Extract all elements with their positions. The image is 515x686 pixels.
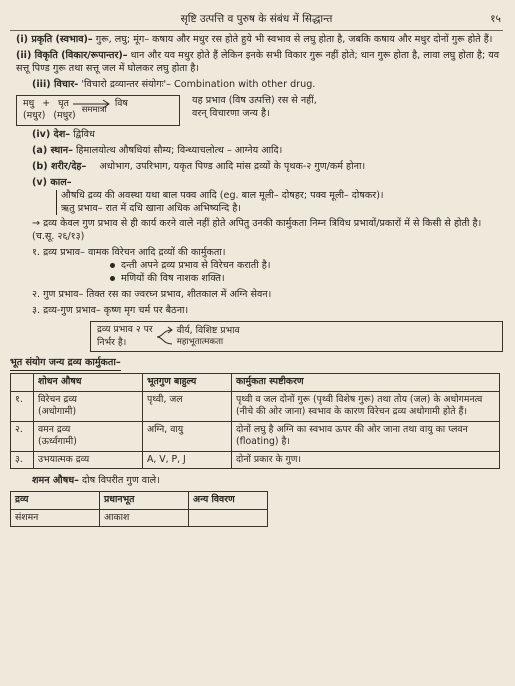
row-bhootguna: पृथ्वी, जल — [143, 391, 232, 421]
sharir-label: (b) शरीर/देह– — [32, 160, 87, 172]
box3-line-2: निर्भर है। — [97, 336, 127, 348]
prabhav-item-2: २. गुण प्रभाव– तिक्त रस का ज्वरघ्न प्रभाव, शीतकाल में अग्नि सेवन। — [32, 289, 272, 301]
vichar-box-row — [10, 95, 503, 126]
row-num: ३. — [11, 451, 34, 469]
box3-right-1: वीर्य, विशिष्ट प्रभाव — [176, 324, 240, 336]
table-header: भूतगुण बाहुल्य — [143, 374, 232, 392]
page-number: १५ — [490, 13, 501, 25]
cell-pradhan: आकाश — [100, 509, 189, 527]
prabhav-item-3: ३. द्रव्य-गुण प्रभाव– कृष्ण मृग चर्म पर बैठना। — [32, 305, 189, 317]
prakriti-text: गुरू, लघु; मूंग– कषाय और मधुर रस होते हुये भी स्वभाव से लघु होता है, जबकि कषाय और मधुर दोनों गुरू होते हैं। — [95, 34, 493, 45]
row-explanation: दोनों प्रकार के गुण। — [232, 451, 500, 469]
row-bhootguna: A, V, P, J — [143, 451, 232, 469]
kaal-para — [10, 177, 503, 190]
table-header — [11, 374, 34, 392]
prabhav-intro: → द्रव्य केवल गुण प्रभाव से ही कार्य करने वाले नहीं होते अपितु उनकी कार्मुकता निम्न त्रिविध प्रभावों/प्रकारों में से किसी से होती है। (च.सू. २६/१३) — [32, 218, 482, 243]
row-num: २. — [11, 421, 34, 451]
vichar-text: 'विचारो द्रव्यान्तर संयोगः'– Combination with other drug. — [81, 78, 316, 90]
kaal-line-2: ऋतु प्रभाव– रात में दधि खाना अधिक अभिष्यन्दि है। — [61, 202, 241, 214]
cell-dravya: संशमन — [11, 509, 100, 527]
table-row — [11, 421, 500, 451]
page-header — [10, 8, 503, 31]
vichar-label: (iii) विचार- — [32, 78, 79, 90]
row-aushadh — [34, 421, 143, 451]
prabhav-bullet-1 — [10, 260, 503, 273]
sharir-para — [10, 161, 503, 174]
table-header: द्रव्य — [11, 492, 100, 510]
shaman-para — [10, 475, 503, 488]
row-aushadh — [34, 391, 143, 421]
cell-anya — [189, 509, 268, 527]
aushadh-line-2: (अधोगामी) — [38, 406, 77, 418]
sharir-text: अधोभाग, उपरिभाग, यकृत पिण्ड आदि मांस द्रव्यों के पृथक-२ गुण/कर्म होना। — [99, 160, 366, 172]
vichar-para — [10, 79, 503, 92]
ghrita-text: घृत — [58, 97, 69, 109]
prabhav-bullet-2 — [10, 273, 503, 286]
header-title: सृष्टि उत्पत्ति व पुरुष के संबंध में सिद्धान्त — [180, 13, 333, 25]
box3-right — [177, 325, 240, 349]
table-header-row — [11, 492, 268, 510]
aushadh-line-1: वमन द्रव्य — [38, 423, 71, 435]
desh-para — [10, 129, 503, 142]
vikriti-label: (ii) विकृति (विकार/रूपान्तर)– — [16, 49, 128, 61]
prabhav-item-1: १. द्रव्य प्रभाव– वामक विरेचन आदि द्रव्यों की कार्मुकता। — [32, 247, 226, 259]
table-row — [11, 451, 500, 469]
row-explanation: दोनों लघु है अग्नि का स्वभाव ऊपर की ओर जाना तथा वायु का प्लवन (floating) है। — [232, 421, 500, 451]
sthana-para — [10, 145, 503, 158]
aushadh-line-1: विरेचन द्रव्य — [38, 393, 77, 405]
table-row — [11, 509, 268, 527]
shaman-label: शमन औषध– — [32, 475, 79, 487]
table-row — [11, 391, 500, 421]
madhur-2: (मधुर) — [53, 110, 76, 122]
plus-text: + — [42, 97, 51, 109]
table-header-row — [11, 374, 500, 392]
desh-label: (iv) देश– — [32, 128, 71, 140]
bullet-icon — [110, 263, 115, 268]
box3-left — [97, 324, 153, 349]
row-bhootguna: अग्नि, वायु — [143, 421, 232, 451]
aushadh-line-2: (ऊर्ध्वगामी) — [38, 436, 77, 448]
table-header: कार्मुकता स्पष्टीकरण — [232, 374, 500, 392]
kaal-label: (v) काल– — [32, 176, 72, 188]
prakriti-label: (i) प्रकृति (स्वभाव)– — [16, 34, 93, 45]
samamatra-text: सममात्रा — [81, 105, 107, 116]
row-aushadh: उभयात्मक द्रव्य — [34, 451, 143, 469]
box3-line-1: द्रव्य प्रभाव २ पर — [97, 324, 153, 336]
vichar-note-1: यह प्रभाव (विष उत्पत्ति) रस से नहीं, — [192, 94, 317, 106]
kaal-line-1: औषधि द्रव्य की अवस्था यथा बाल पक्व आदि (eg. बाल मूली– दोषहर; पक्व मूली– दोषकर)। — [61, 189, 384, 201]
vikriti-text: धान और यव मधुर होते हैं लेकिन इनके सभी विकार गुरू नहीं होते; धान गुरू होता है, लावा लघु होता है; यव सत्तू पिण्ड गुरू तथा सत्तू जल में घोलकर लघु होता है। — [16, 49, 500, 74]
row-explanation: पृथ्वी व जल दोनों गुरू (पृथ्वी विशेष गुरू) तथा तोय (जल) के अधोगमनत्व (नीचे की ओर जाना) स्वभाव के कारण विरेचन द्रव्य अधोगामी होते हैं। — [232, 391, 500, 421]
madhur-1: (मधुर) — [23, 110, 46, 122]
madhu-text: मधु — [23, 97, 35, 109]
box3-right-2: महाभूतात्मकता — [176, 337, 224, 348]
vikriti-para — [10, 50, 503, 76]
bullet-1-text: दन्ती अपने द्रव्य प्रभाव से विरेचन कराती है। — [121, 260, 271, 272]
sthana-label: (a) स्थान– — [32, 144, 73, 156]
bullet-icon — [110, 276, 115, 281]
prakriti-para — [10, 34, 503, 47]
bullet-2-text: मणियों की विष नाशक शक्ति। — [121, 273, 225, 285]
sthana-text: हिमालयोत्थ औषधियां सौम्य; विन्ध्याचलोत्थ – आग्नेय आदि। — [75, 144, 283, 156]
desh-text: द्विविध — [73, 128, 95, 140]
shaman-text: दोष विपरीत गुण वाले। — [82, 475, 160, 487]
vichar-formula-box — [16, 95, 180, 126]
row-num: १. — [11, 391, 34, 421]
shaman-table — [10, 491, 268, 527]
table-header: शोधन औषध — [34, 374, 143, 392]
branch-arrow-icon — [155, 325, 175, 349]
kaal-bracket — [56, 190, 503, 216]
bhoot-title: भूत संयोग जन्य द्रव्य कार्मुकता– — [10, 357, 121, 371]
visha-text: विष — [114, 97, 128, 109]
bhoot-table — [10, 373, 500, 469]
prabhav-box — [90, 321, 503, 352]
vichar-note-2: वरन् विचारणा जन्य है। — [192, 107, 270, 119]
table-header: अन्य विवरण — [189, 492, 268, 510]
vichar-note — [192, 95, 317, 121]
table-header: प्रधानभूत — [100, 492, 189, 510]
